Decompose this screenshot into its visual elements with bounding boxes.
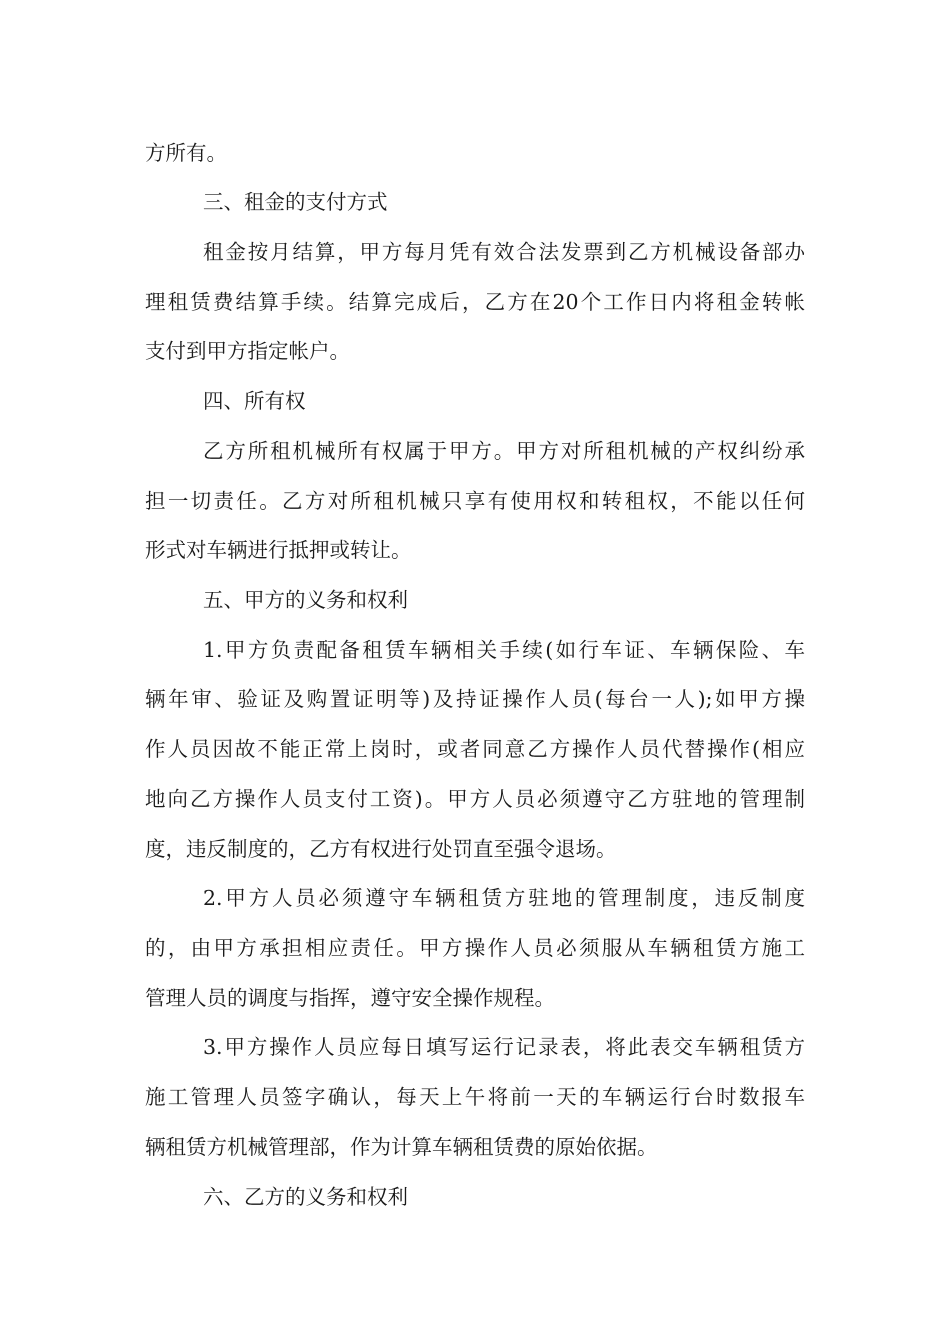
section-heading: 六、乙方的义务和权利 [203,1185,408,1209]
paragraph-line: 施工管理人员签字确认，每天上午将前一天的车辆运行台时数报车 [145,1085,805,1109]
paragraph-line: 管理人员的调度与指挥，遵守安全操作规程。 [145,986,555,1010]
paragraph-line: 支付到甲方指定帐户。 [145,339,350,363]
section-heading: 三、租金的支付方式 [203,190,388,214]
paragraph-line: 的，由甲方承担相应责任。甲方操作人员必须服从车辆租赁方施工 [145,936,805,960]
paragraph-line: 辆租赁方机械管理部，作为计算车辆租赁费的原始依据。 [145,1135,658,1159]
paragraph-line: 方所有。 [145,141,227,165]
paragraph-line: 辆年审、验证及购置证明等)及持证操作人员(每台一人);如甲方操 [145,687,805,711]
section-heading: 五、甲方的义务和权利 [203,588,408,612]
paragraph-line: 作人员因故不能正常上岗时，或者同意乙方操作人员代替操作(相应 [145,737,805,761]
paragraph-line: 3.甲方操作人员应每日填写运行记录表，将此表交车辆租赁方 [203,1035,805,1059]
paragraph-line: 形式对车辆进行抵押或转让。 [145,538,412,562]
paragraph-line: 地向乙方操作人员支付工资)。甲方人员必须遵守乙方驻地的管理制 [145,787,805,811]
paragraph-line: 度，违反制度的，乙方有权进行处罚直至强令退场。 [145,837,617,861]
paragraph-line: 乙方所租机械所有权属于甲方。甲方对所租机械的产权纠纷承 [203,439,805,463]
paragraph-line: 2.甲方人员必须遵守车辆租赁方驻地的管理制度，违反制度 [203,886,805,910]
paragraph-line: 担一切责任。乙方对所租机械只享有使用权和转租权，不能以任何 [145,489,805,513]
paragraph-line: 理租赁费结算手续。结算完成后，乙方在20个工作日内将租金转帐 [145,290,805,314]
paragraph-line: 租金按月结算，甲方每月凭有效合法发票到乙方机械设备部办 [203,240,805,264]
paragraph-line: 1.甲方负责配备租赁车辆相关手续(如行车证、车辆保险、车 [203,638,805,662]
section-heading: 四、所有权 [203,389,306,413]
